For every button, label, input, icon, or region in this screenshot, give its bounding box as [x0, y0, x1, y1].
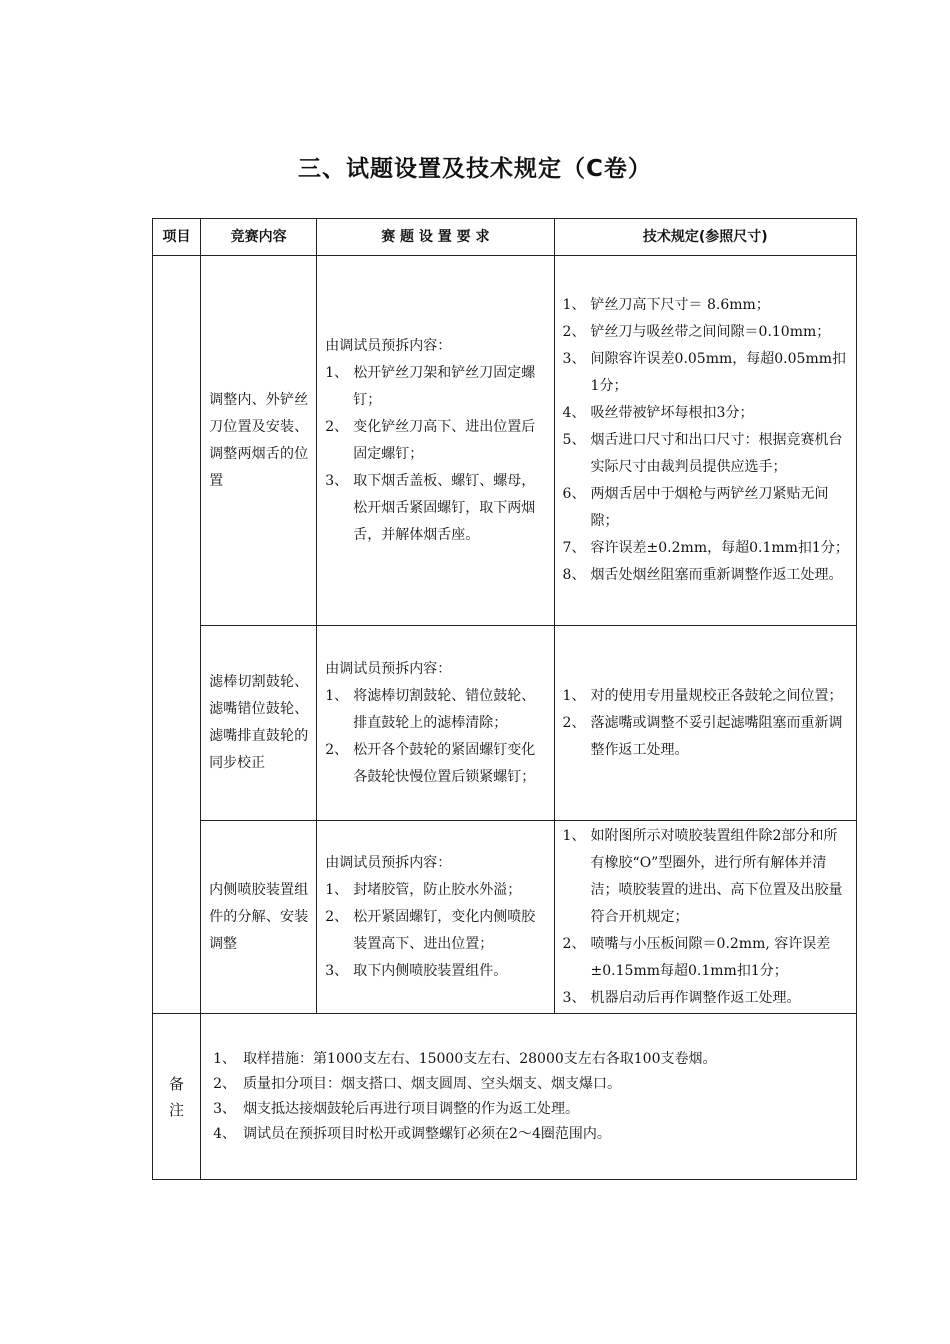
header-content: 竞赛内容: [201, 219, 317, 256]
list-item: 4、 吸丝带被铲坏每根扣3分；: [562, 405, 754, 421]
tech-cell: [554, 256, 856, 626]
content-text: 内侧喷胶装置组件的分解、安装调整: [209, 881, 309, 952]
requirement-intro: 由调试员预拆内容：: [325, 660, 452, 677]
list-item: 3、 烟支抵达接烟鼓轮后再进行项目调整的作为返工处理。: [213, 1100, 580, 1117]
content-text: 调整内、外铲丝刀位置及安装、调整两烟舌的位置: [209, 391, 309, 489]
requirement-cell: [317, 626, 554, 821]
list-item: 6、 两烟舌居中于烟枪与两铲丝刀紧贴无间隙；: [562, 486, 829, 529]
list-item: 2、 质量扣分项目：烟支搭口、烟支圆周、空头烟支、烟支爆口。: [213, 1075, 622, 1092]
list-item: 7、 容许误差±0.2mm，每超0.1mm扣1分；: [562, 540, 849, 556]
content-cell: [201, 821, 317, 1014]
table-row: [153, 626, 857, 821]
requirement-list: [325, 360, 547, 549]
header-item: 项目: [153, 219, 201, 256]
list-item: 5、 烟舌进口尺寸和出口尺寸：根据竞赛机台实际尺寸由裁判员提供应选手；: [562, 432, 843, 475]
list-item: 2、 落滤嘴或调整不妥引起滤嘴阻塞而重新调整作返工处理。: [562, 714, 843, 758]
requirement-list: [325, 683, 547, 791]
list-item: 1、 对的使用专用量规校正各鼓轮之间位置；: [562, 687, 843, 704]
list-item: 1、 松开铲丝刀架和铲丝刀固定螺钉；: [325, 364, 536, 408]
requirement-intro: 由调试员预拆内容：: [325, 854, 452, 871]
tech-list: [563, 683, 850, 764]
list-item: 3、 取下烟舌盖板、螺钉、螺母，松开烟舌紧固螺钉，取下两烟舌，并解体烟舌座。: [325, 472, 536, 543]
notes-list: [213, 1047, 844, 1147]
item-cell: [153, 256, 201, 1014]
header-requirement: 赛 题 设 置 要 求: [317, 219, 554, 256]
list-item: 2、 铲丝刀与吸丝带之间间隙＝0.10mm；: [562, 324, 831, 340]
list-item: 8、 烟舌处烟丝阻塞而重新调整作返工处理。: [562, 567, 843, 583]
tech-list: [563, 823, 850, 1012]
list-item: 1、 将滤棒切割鼓轮、错位鼓轮、排直鼓轮上的滤棒清除；: [325, 687, 536, 731]
table-header-row: [153, 219, 857, 256]
tech-list: [563, 292, 850, 589]
list-item: 1、 如附图所示对喷胶装置组件除2部分和所有橡胶“O”型圈外，进行所有解体并清洁；喷胶装置的进出、高下位置及出胶量符合开机规定；: [562, 827, 843, 925]
list-item: 2、 松开各个鼓轮的紧固螺钉变化各鼓轮快慢位置后锁紧螺钉；: [325, 741, 536, 785]
notes-row: [153, 1014, 857, 1180]
list-item: 1、 铲丝刀高下尺寸＝ 8.6mm；: [562, 297, 770, 313]
list-item: 3、 间隙容许误差0.05mm，每超0.05mm扣1分；: [562, 351, 846, 394]
table-row: [153, 256, 857, 626]
list-item: 2、 喷嘴与小压板间隙＝0.2mm, 容许误差±0.15mm每超0.1mm扣1分；: [562, 935, 831, 979]
list-item: 3、 取下内侧喷胶装置组件。: [325, 962, 508, 979]
table-row: [153, 821, 857, 1014]
list-item: 4、 调试员在预拆项目时松开或调整螺钉必须在2～4圈范围内。: [213, 1125, 611, 1142]
regulation-table: [152, 218, 857, 1180]
requirement-intro: 由调试员预拆内容：: [325, 337, 452, 354]
list-item: 1、 封堵胶管，防止胶水外溢；: [325, 881, 522, 898]
list-item: 1、 取样措施：第1000支左右、15000支左右、28000支左右各取100支卷烟。: [213, 1050, 717, 1067]
list-item: 3、 机器启动后再作调整作返工处理。: [562, 989, 801, 1006]
content-cell: [201, 626, 317, 821]
page-title: 三、试题设置及技术规定（C卷）: [298, 156, 652, 182]
content-text: 滤棒切割鼓轮、滤嘴错位鼓轮、滤嘴排直鼓轮的同步校正: [209, 674, 309, 771]
notes-label: 备注: [153, 1014, 201, 1180]
tech-cell: [554, 626, 856, 821]
content-cell: [201, 256, 317, 626]
notes-cell: [201, 1014, 857, 1180]
requirement-cell: [317, 256, 554, 626]
header-tech: 技术规定(参照尺寸): [554, 219, 856, 256]
tech-cell: [554, 821, 856, 1014]
list-item: 2、 松开紧固螺钉，变化内侧喷胶装置高下、进出位置；: [325, 908, 536, 952]
list-item: 2、 变化铲丝刀高下、进出位置后固定螺钉；: [325, 418, 536, 462]
requirement-cell: [317, 821, 554, 1014]
requirement-list: [325, 877, 547, 985]
